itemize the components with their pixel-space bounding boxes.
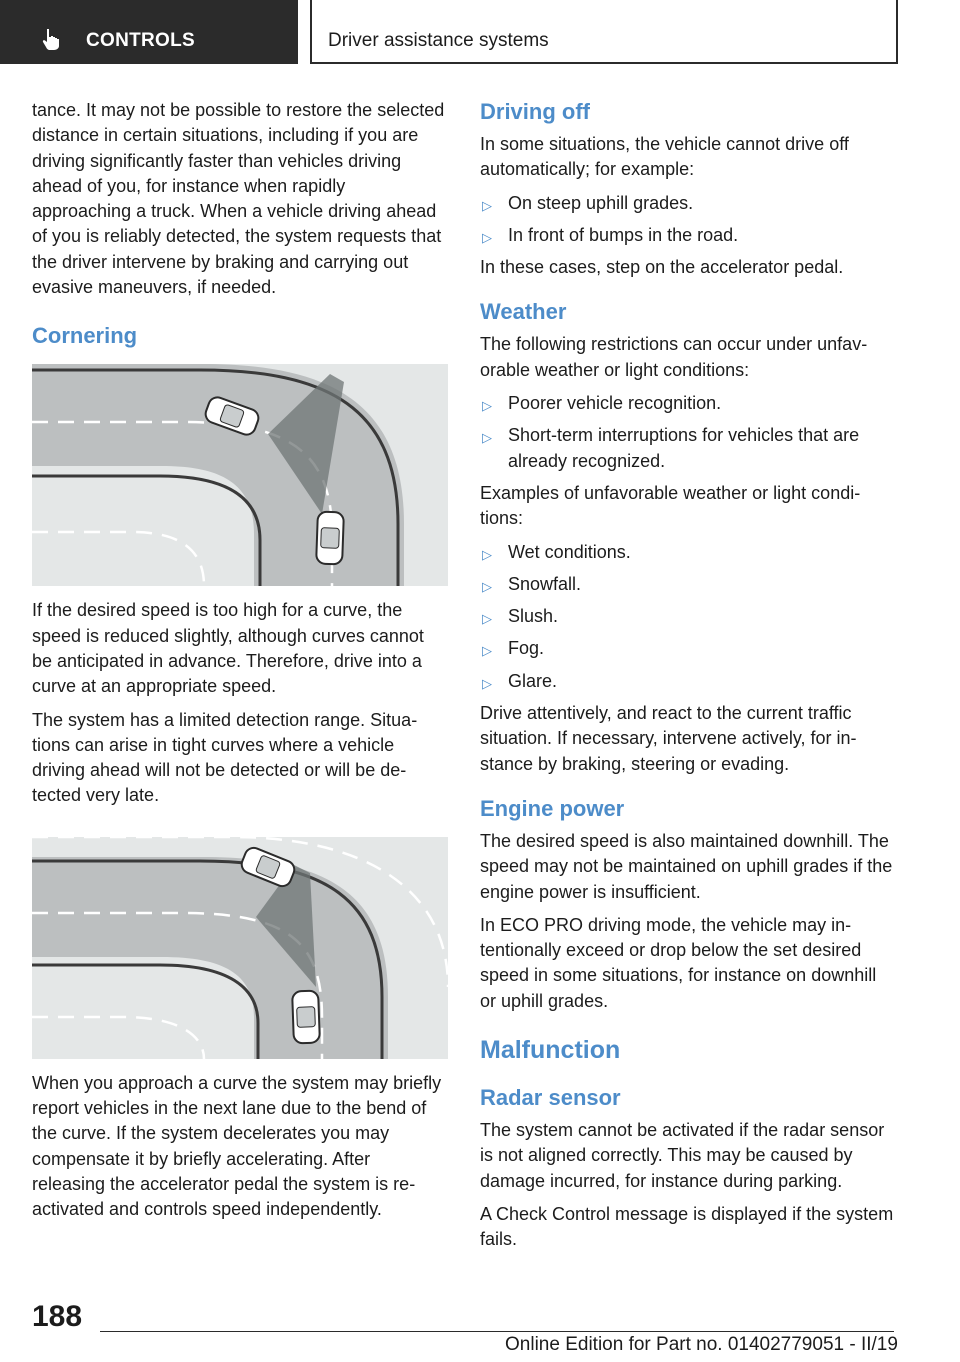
header-section-tab [0,0,298,64]
intro-paragraph: tance. It may not be possible to restore the selected distance in certain situations, including if you are driving significantly faster than vehicles driving ahead of you, for instance when rapidly approaching a truck. When a vehicle driving ahead of you is reliably detected, the system requests that the driver intervene by braking and carrying out evasive maneuvers, if needed. [32,100,445,298]
driving-off-list [480,191,896,249]
radar-sensor-paragraph-1: The system cannot be activated if the radar sensor is not aligned correctly. This may be caused by damage incurred, for instance during parking. [480,1120,885,1191]
list-item: ▷ Wet conditions. [480,540,896,565]
header-chapter-tab [310,0,898,64]
header-chapter-title: Driver assistance systems [328,30,549,51]
cornering-paragraph-1: If the desired speed is too high for a curve, the speed is reduced slightly, although curves cannot be anticipated in advance. Therefore, drive into a curve at an appropriate speed. [32,600,424,697]
right-column [480,98,896,1261]
section-heading-weather: Weather [480,299,567,325]
list-item: ▷ Snowfall. [480,572,896,597]
section-heading-driving-off: Driving off [480,99,590,124]
engine-power-paragraph-1: The desired speed is also maintained downhill. The speed may not be maintained on uphill grades if the engine power is insufficient. [480,830,893,902]
weather-outro: Drive attentively, and react to the current traffic situation. If necessary, intervene actively, for instance by braking, steering or evading. [480,703,857,774]
list-item: ▷ Short-term interruptions for vehicles that are already recognized. [482,425,860,471]
triangle-bullet-icon: ▷ [482,578,492,594]
triangle-bullet-icon: ▷ [482,611,492,627]
weather-restrictions-list [480,391,896,474]
list-item: ▷ Poorer vehicle recognition. [480,391,896,416]
list-item: ▷ Fog. [480,636,896,661]
weather-examples-intro: Examples of unfavorable weather or light conditions: [480,482,861,529]
list-item: ▷ On steep uphill grades. [480,191,896,216]
left-column [32,98,448,1231]
triangle-bullet-icon: ▷ [482,643,492,659]
driving-off-intro: In some situations, the vehicle cannot drive off automatically; for example: [480,134,849,180]
header-section-title: CONTROLS [86,30,196,51]
engine-power-paragraph-2: In ECO PRO driving mode, the vehicle may intentionally exceed or drop below the set desired speed in some situations, for instance on downhill or uphill grades. [480,914,877,1011]
weather-intro: The following restrictions can occur under unfavorable weather or light conditions: [480,334,868,380]
footer-divider [100,1331,894,1332]
triangle-bullet-icon: ▷ [482,430,492,446]
list-item: ▷ Slush. [480,604,896,629]
triangle-bullet-icon: ▷ [482,197,492,213]
triangle-bullet-icon: ▷ [482,229,492,245]
weather-examples-list [480,540,896,694]
section-heading-radar-sensor: Radar sensor [480,1085,621,1111]
list-item: ▷ Glare. [480,669,896,694]
radar-sensor-paragraph-2: A Check Control message is displayed if the system fails. [480,1203,894,1250]
driving-off-outro: In these cases, step on the accelerator pedal. [480,257,844,278]
list-item: ▷ In front of bumps in the road. [480,223,896,248]
triangle-bullet-icon: ▷ [482,675,492,691]
section-heading-cornering: Cornering [32,323,138,349]
page-number: 188 [32,1300,83,1333]
section-heading-malfunction: Malfunction [480,1036,621,1065]
triangle-bullet-icon: ▷ [482,546,492,562]
cornering-illustration-1 [32,364,448,586]
footer-edition: Online Edition for Part no. 01402779051 - II/19 [505,1334,898,1355]
cornering-illustration-2 [32,837,448,1059]
section-heading-engine-power: Engine power [480,795,625,821]
cornering-paragraph-3: When you approach a curve the system may briefly report vehicles in the next lane due to the bend of the curve. If the system decelerates you may compensate it by briefly accelerating. After releasing the accelerator pedal the system is reactivated and controls speed independently. [32,1072,442,1220]
cornering-paragraph-2: The system has a limited detection range. Situations can arise in tight curves where a vehicle driving ahead will not be detected or will be detected very late. [32,709,418,806]
hand-pointer-icon [40,27,62,51]
triangle-bullet-icon: ▷ [482,398,492,414]
